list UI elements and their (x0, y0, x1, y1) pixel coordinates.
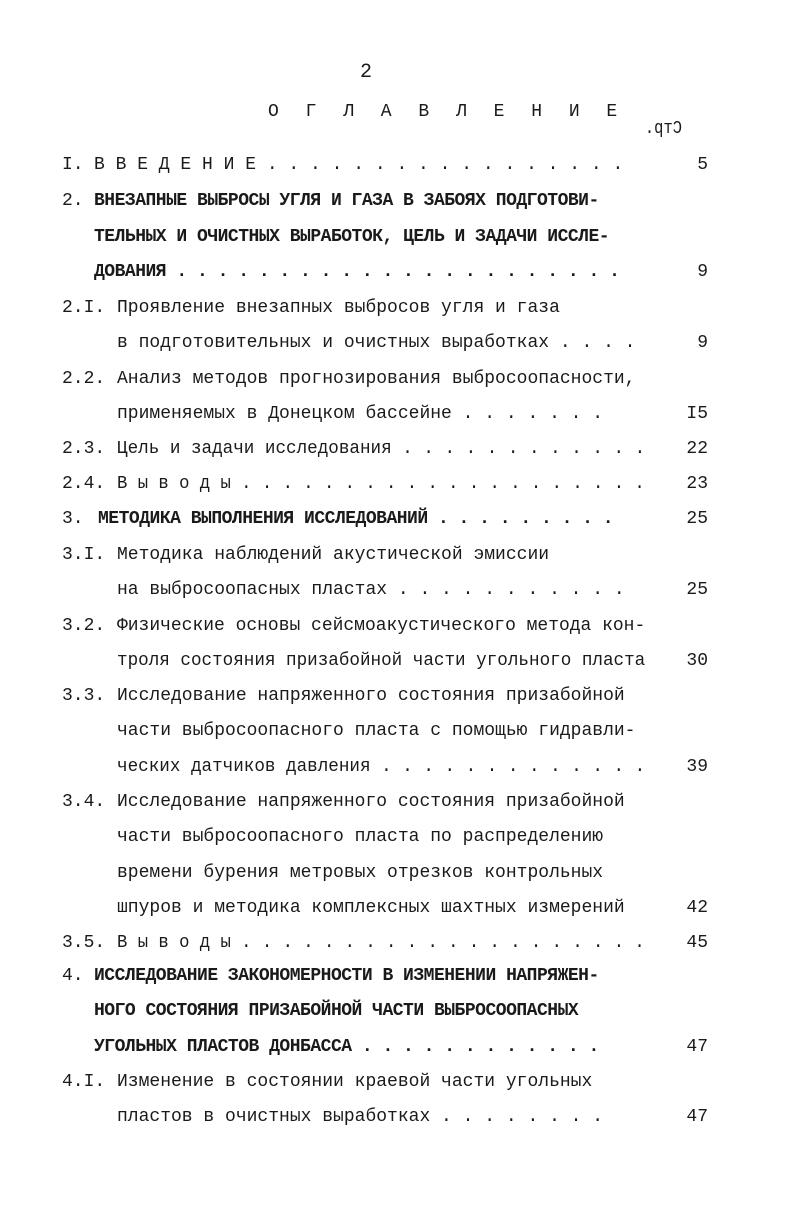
entry-page: 22 (686, 439, 708, 459)
entry-number: 2. (62, 191, 84, 211)
entry-page: 39 (686, 757, 708, 777)
entry-page: 25 (686, 580, 708, 600)
entry-page: 30 (686, 651, 708, 671)
entry-page: 23 (686, 474, 708, 494)
entry-line: ИССЛЕДОВАНИЕ ЗАКОНОМЕРНОСТИ В ИЗМЕНЕНИИ НАПРЯЖЕН- (94, 966, 599, 986)
entry-line: Цель и задачи исследования . . . . . . . . . . . . (117, 439, 646, 459)
entry-line: Исследование напряженного состояния призабойной (117, 686, 625, 706)
entry-line: применяемых в Донецком бассейне . . . . . . . (117, 404, 604, 424)
entry-line: УГОЛЬНЫХ ПЛАСТОВ ДОНБАССА . . . . . . . . . . . . (94, 1037, 599, 1057)
entry-number: 2.4. (62, 474, 106, 494)
entry-page: 45 (686, 933, 708, 953)
entry-number: 4.I. (62, 1072, 106, 1092)
page-number: 2 (360, 61, 373, 84)
entry-line: ческих датчиков давления . . . . . . . . . . . . . (117, 757, 646, 777)
entry-line: ДОВАНИЯ . . . . . . . . . . . . . . . . . . . . . . (94, 262, 620, 282)
entry-page: 47 (686, 1037, 708, 1057)
entry-page: 25 (686, 509, 708, 529)
entry-line: Изменение в состоянии краевой части угольных (117, 1072, 593, 1092)
entry-line: В В Е Д Е Н И Е . . . . . . . . . . . . . . . . . (94, 155, 624, 175)
entry-line: Анализ методов прогнозирования выбросоопасности, (117, 369, 636, 389)
entry-number: 3.3. (62, 686, 106, 706)
entry-number: 4. (62, 966, 84, 986)
entry-page: 9 (697, 262, 708, 282)
entry-number: 2.3. (62, 439, 106, 459)
entry-line: Исследование напряженного состояния призабойной (117, 792, 625, 812)
entry-line: Методика наблюдений акустической эмиссии (117, 545, 550, 565)
entry-line: МЕТОДИКА ВЫПОЛНЕНИЯ ИССЛЕДОВАНИЙ . . . . . . . . . (98, 509, 614, 529)
entry-page: 9 (697, 333, 708, 353)
entry-number: 3. (62, 509, 84, 529)
entry-number: I. (62, 155, 84, 175)
entry-number: 2.I. (62, 298, 106, 318)
entry-number: 3.5. (62, 933, 106, 953)
entry-page: 42 (686, 898, 708, 918)
entry-line: ВНЕЗАПНЫЕ ВЫБРОСЫ УГЛЯ И ГАЗА В ЗАБОЯХ ПОДГОТОВИ- (94, 191, 599, 211)
entry-line: части выбросоопасного пласта по распределению (117, 827, 604, 847)
entry-line: В ы в о д ы . . . . . . . . . . . . . . . . . . . . (117, 933, 645, 953)
entry-line: В ы в о д ы . . . . . . . . . . . . . . . . . . . . (117, 474, 645, 494)
entry-line: Физические основы сейсмоакустического метода кон- (117, 616, 646, 636)
entry-page: I5 (686, 404, 708, 424)
entry-line: Проявление внезапных выбросов угля и газа (117, 298, 560, 318)
entry-page: 47 (686, 1107, 708, 1127)
entry-line: шпуров и методика комплексных шахтных измерений (117, 898, 625, 918)
entry-number: 2.2. (62, 369, 106, 389)
entry-number: 3.I. (62, 545, 106, 565)
page-column-label: Стр. (644, 119, 682, 139)
entry-page: 5 (697, 155, 708, 175)
entry-line: в подготовительных и очистных выработках . . . . (117, 333, 636, 353)
entry-line: части выбросоопасного пласта с помощью гидравли- (117, 721, 636, 741)
entry-line: пластов в очистных выработках . . . . . . . . (117, 1107, 604, 1127)
entry-number: 3.2. (62, 616, 106, 636)
entry-number: 3.4. (62, 792, 106, 812)
entry-line: троля состояния призабойной части угольного пласта (117, 651, 646, 671)
entry-line: на выбросоопасных пластах . . . . . . . . . . . (117, 580, 625, 600)
entry-line: времени бурения метровых отрезков контрольных (117, 863, 604, 883)
entry-line: ТЕЛЬНЫХ И ОЧИСТНЫХ ВЫРАБОТОК, ЦЕЛЬ И ЗАДАЧИ ИССЛЕ- (94, 227, 610, 247)
toc-heading: О Г Л А В Л Е Н И Е (268, 102, 626, 122)
entry-line: НОГО СОСТОЯНИЯ ПРИЗАБОЙНОЙ ЧАСТИ ВЫБРОСООПАСНЫХ (94, 1001, 579, 1021)
